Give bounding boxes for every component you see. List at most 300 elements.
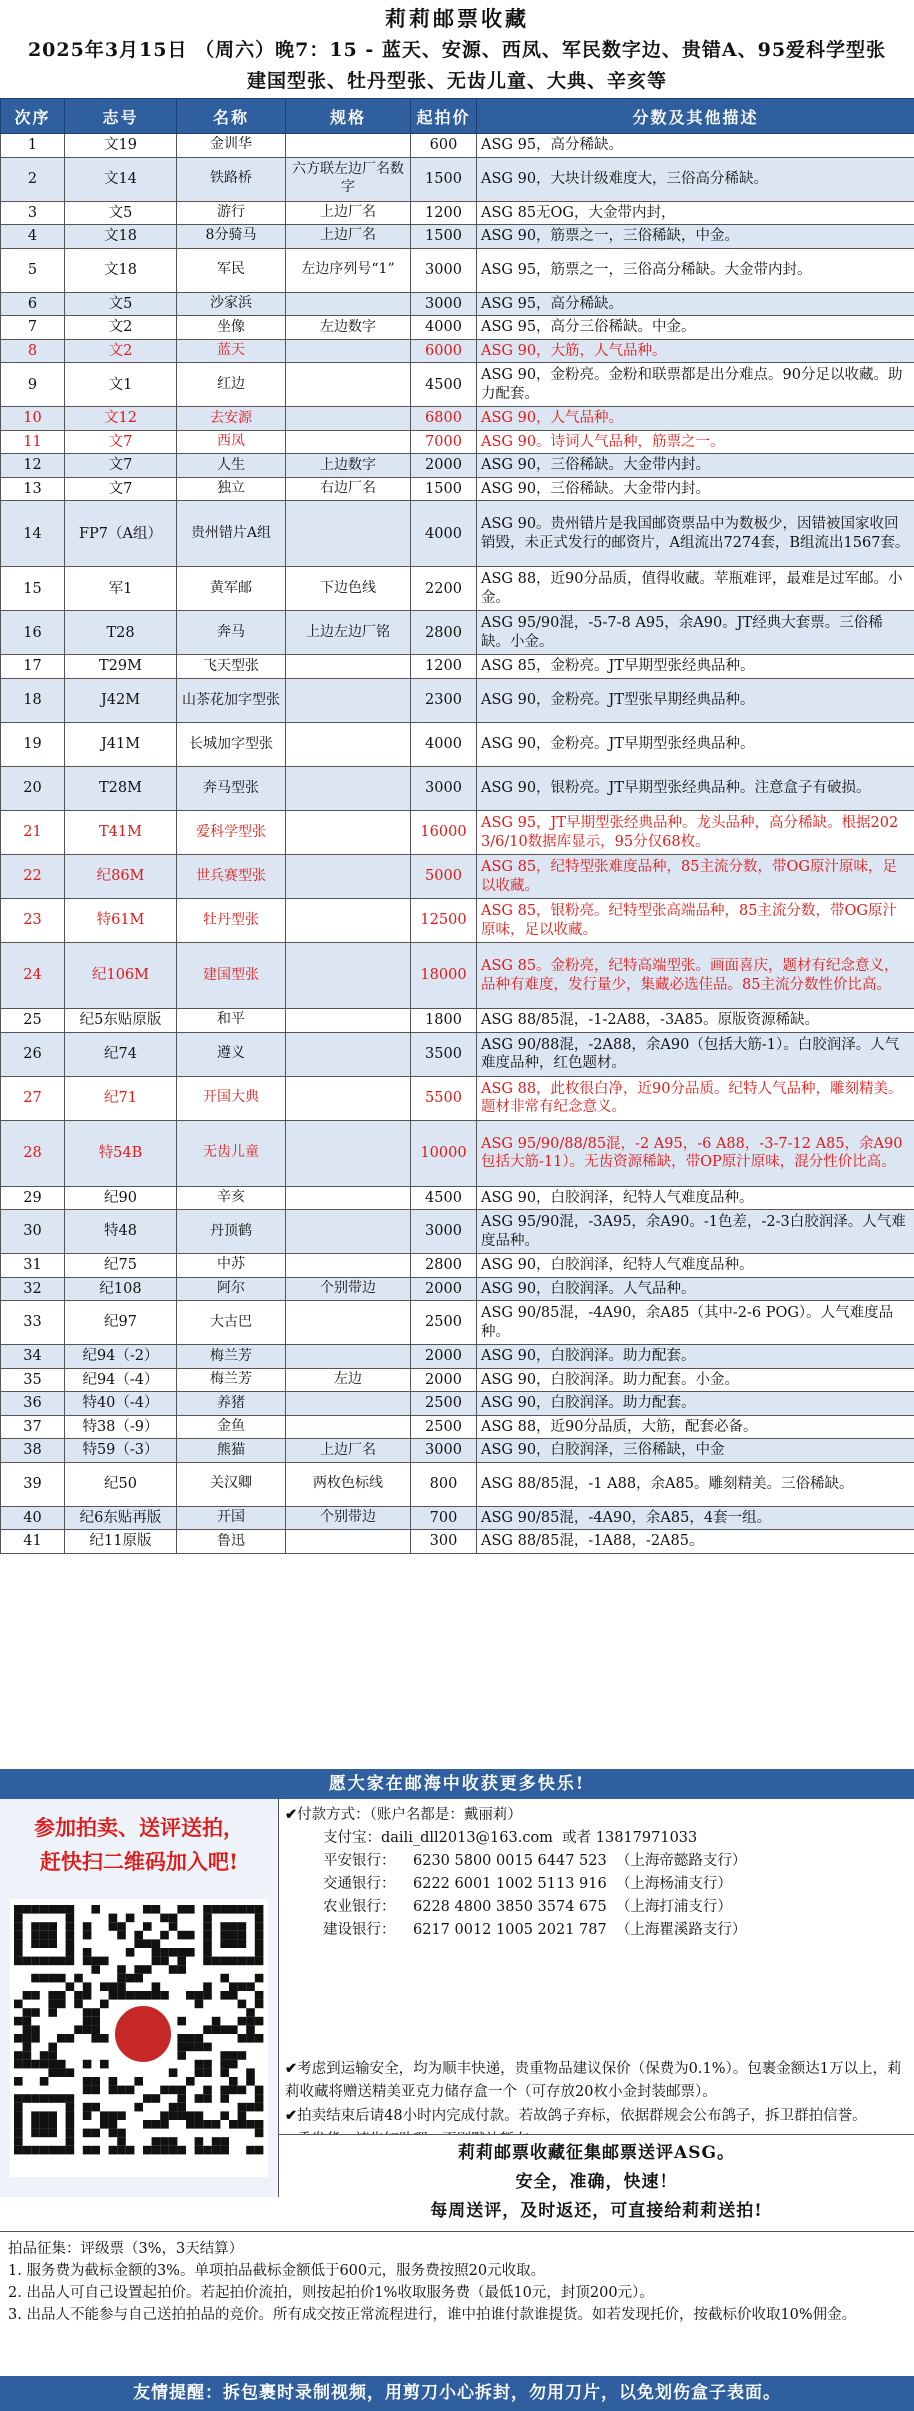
stamp-code: 文7 <box>65 430 177 454</box>
starting-price: 4000 <box>411 316 477 340</box>
table-row <box>1 157 914 201</box>
table-row <box>1 679 914 723</box>
lot-number: 18 <box>1 679 65 723</box>
starting-price: 3500 <box>411 1032 477 1076</box>
starting-price: 5000 <box>411 855 477 899</box>
grade-description: ASG 95，高分三俗稀缺。中金。 <box>477 316 914 340</box>
header-block <box>0 0 914 99</box>
lot-number: 17 <box>1 655 65 679</box>
alipay-row <box>285 1827 905 1850</box>
table-row <box>1 501 914 567</box>
join-line-2: 赶快扫二维码加入吧! <box>39 1849 239 1874</box>
stamp-code: T28M <box>65 767 177 811</box>
stamp-name: 鲁迅 <box>177 1530 286 1554</box>
stamp-code: FP7（A组） <box>65 501 177 567</box>
table-row <box>1 1009 914 1033</box>
stamp-code: 特54B <box>65 1120 177 1186</box>
stamp-spec: 上边厂名 <box>286 225 411 249</box>
stamp-name: 熊猫 <box>177 1439 286 1463</box>
lot-number: 40 <box>1 1506 65 1530</box>
grade-description: ASG 90，白胶润泽。助力配套。 <box>477 1392 914 1416</box>
stamp-code: 纪106M <box>65 943 177 1009</box>
consignment-rules <box>0 2231 914 2376</box>
starting-price: 2500 <box>411 1415 477 1439</box>
lot-number: 24 <box>1 943 65 1009</box>
stamp-name: 无齿儿童 <box>177 1120 286 1186</box>
lot-number: 7 <box>1 316 65 340</box>
shipping-note-text: 考虑到运输安全，均为顺丰快递，贵重物品建议保价（保费为0.1%）。包裹金额达1万以上，莉莉收藏将赠送精美亚克力储存盒一个（可存放20枚小金封装邮票）。 <box>285 2061 902 2100</box>
stamp-code: J42M <box>65 679 177 723</box>
stamp-code: J41M <box>65 723 177 767</box>
stamp-name: 长城加字型张 <box>177 723 286 767</box>
stamp-name: 黄军邮 <box>177 567 286 611</box>
rules-item-3: 3. 出品人不能参与自己送拍拍品的竞价。所有成交按正常流程进行，谁中拍谁付款谁提货。如若发现托价，按截标价收取10%佣金。 <box>8 2307 857 2323</box>
bank-list <box>285 1850 905 1942</box>
stamp-code: 文18 <box>65 248 177 292</box>
grade-description: ASG 90，白胶润泽。助力配套。 <box>477 1345 914 1369</box>
starting-price: 2500 <box>411 1301 477 1345</box>
starting-price: 6800 <box>411 407 477 431</box>
stamp-name: 养猪 <box>177 1392 286 1416</box>
header-name: 名称 <box>177 99 286 134</box>
lot-number: 3 <box>1 201 65 225</box>
table-row <box>1 1076 914 1120</box>
lot-number: 6 <box>1 292 65 316</box>
stamp-name: 西凤 <box>177 430 286 454</box>
lot-number: 21 <box>1 811 65 855</box>
or-label: 或者 <box>562 1830 592 1846</box>
stamp-name: 梅兰芳 <box>177 1368 286 1392</box>
join-line-1: 参加拍卖、送评送拍， <box>34 1815 244 1840</box>
stamp-spec <box>286 1415 411 1439</box>
stamp-code: 文1 <box>65 363 177 407</box>
rules-item-1: 1. 服务费为截标金额的3%。单项拍品截标金额低于600元，服务费按照20元收取。 <box>8 2263 546 2279</box>
grade-description: ASG 88，近90分品质，值得收藏。苹瓶难评，最难是过军邮。小金。 <box>477 567 914 611</box>
stamp-code: 特38（-9） <box>65 1415 177 1439</box>
rules-item-2: 2. 出品人可自己设置起拍价。若起拍价流拍，则按起拍价1%收取服务费（最低10元，封顶200元）。 <box>8 2285 654 2301</box>
starting-price: 4500 <box>411 363 477 407</box>
lots-table <box>0 98 914 1554</box>
starting-price: 4000 <box>411 723 477 767</box>
table-row <box>1 1439 914 1463</box>
stamp-code: 纪90 <box>65 1186 177 1210</box>
stamp-code: 纪94（-4） <box>65 1368 177 1392</box>
table-row <box>1 1120 914 1186</box>
stamp-name: 开国 <box>177 1506 286 1530</box>
starting-price: 1500 <box>411 225 477 249</box>
starting-price: 1500 <box>411 477 477 501</box>
stamp-code: 文5 <box>65 292 177 316</box>
join-panel <box>0 1799 279 2197</box>
grade-description: ASG 85，银粉亮。纪特型张高端品种，85主流分数，带OG原汁原味，足以收藏。 <box>477 899 914 943</box>
bank-account: 6230 5800 0015 6447 523 <box>413 1853 607 1869</box>
bank-branch: （上海瞿溪路支行） <box>615 1922 747 1938</box>
stamp-spec <box>286 1254 411 1278</box>
stamp-code: 纪94（-2） <box>65 1345 177 1369</box>
starting-price: 2000 <box>411 454 477 478</box>
grade-description: ASG 85。金粉亮，纪特高端型张。画面喜庆，题材有纪念意义，品种有难度，发行量少，集藏必选佳品。85主流分数性价比高。 <box>477 943 914 1009</box>
check-icon: ✔ <box>285 1806 298 1823</box>
table-row <box>1 655 914 679</box>
stamp-code: 特61M <box>65 899 177 943</box>
stamp-code: 纪108 <box>65 1277 177 1301</box>
stamp-spec: 下边色线 <box>286 567 411 611</box>
payment-header-row <box>285 1803 905 1827</box>
qr-code-icon[interactable] <box>10 1899 268 2177</box>
auction-items-line: 建国型张、牡丹型张、无齿儿童、大典、辛亥等 <box>246 70 667 92</box>
promo-block <box>279 2134 914 2231</box>
grade-description: ASG 85，金粉亮。JT早期型张经典品种。 <box>477 655 914 679</box>
stamp-name: 遵义 <box>177 1032 286 1076</box>
stamp-name: 辛亥 <box>177 1186 286 1210</box>
stamp-code: 文12 <box>65 407 177 431</box>
lot-number: 41 <box>1 1530 65 1554</box>
stamp-spec <box>286 1076 411 1120</box>
stamp-code: 文2 <box>65 316 177 340</box>
stamp-name: 去安源 <box>177 407 286 431</box>
header-code: 志号 <box>65 99 177 134</box>
starting-price: 300 <box>411 1530 477 1554</box>
stamp-spec <box>286 1210 411 1254</box>
table-row <box>1 1032 914 1076</box>
promo-line-3: 每周送评，及时返还，可直接给莉莉送拍! <box>430 2201 763 2221</box>
table-row <box>1 248 914 292</box>
table-row <box>1 1210 914 1254</box>
stamp-name: 红边 <box>177 363 286 407</box>
grade-description: ASG 95，高分稀缺。 <box>477 292 914 316</box>
stamp-code: 纪75 <box>65 1254 177 1278</box>
auction-date-line: 2025年3月15日 （周六）晚7：15 - 蓝天、安源、西凤、军民数字边、贵错A、95爱科学型张 <box>27 39 887 61</box>
bank-name: 平安银行： <box>323 1853 396 1869</box>
table-row <box>1 899 914 943</box>
starting-price: 3000 <box>411 292 477 316</box>
page-title: 莉莉邮票收藏 <box>385 6 529 31</box>
header-no: 次序 <box>1 99 65 134</box>
stamp-name: 铁路桥 <box>177 157 286 201</box>
bank-account: 6228 4800 3850 3574 675 <box>413 1899 607 1915</box>
bank-name: 建设银行： <box>323 1922 396 1938</box>
stamp-spec: 上边数字 <box>286 454 411 478</box>
stamp-spec <box>286 501 411 567</box>
stamp-name: 关汉卿 <box>177 1462 286 1506</box>
stamp-spec: 六方联左边厂名数字 <box>286 157 411 201</box>
stamp-spec <box>286 1392 411 1416</box>
header-desc: 分数及其他描述 <box>477 99 914 134</box>
stamp-code: 文18 <box>65 225 177 249</box>
grade-description: ASG 90，金粉亮。JT早期型张经典品种。 <box>477 723 914 767</box>
table-row <box>1 1345 914 1369</box>
stamp-spec <box>286 1530 411 1554</box>
bank-row <box>285 1873 905 1896</box>
grade-description: ASG 95/90混，-3A95，余A90。-1色差，-2-3白胶润泽。人气难度品种。 <box>477 1210 914 1254</box>
stamp-spec <box>286 723 411 767</box>
stamp-code: T29M <box>65 655 177 679</box>
stamp-spec <box>286 363 411 407</box>
starting-price: 4000 <box>411 501 477 567</box>
grade-description: ASG 90，三俗稀缺。大金带内封。 <box>477 477 914 501</box>
table-row <box>1 292 914 316</box>
grade-description: ASG 95，筋票之一，三俗高分稀缺。大金带内封。 <box>477 248 914 292</box>
lot-number: 35 <box>1 1368 65 1392</box>
table-row <box>1 407 914 431</box>
lot-number: 15 <box>1 567 65 611</box>
starting-price: 3000 <box>411 767 477 811</box>
lots-table-body <box>1 134 914 1554</box>
header-price: 起拍价 <box>411 99 477 134</box>
stamp-spec <box>286 407 411 431</box>
grade-description: ASG 88/85混，-1A88，-2A85。 <box>477 1530 914 1554</box>
bank-branch: （上海打浦支行） <box>615 1899 732 1915</box>
stamp-name: 梅兰芳 <box>177 1345 286 1369</box>
bank-account: 6222 6001 1002 5113 916 <box>413 1876 607 1892</box>
grade-description: ASG 85，纪特型张难度品种，85主流分数，带OG原汁原味，足以收藏。 <box>477 855 914 899</box>
stamp-spec <box>286 679 411 723</box>
table-row <box>1 855 914 899</box>
stamp-name: 金鱼 <box>177 1415 286 1439</box>
stamp-name: 丹顶鹤 <box>177 1210 286 1254</box>
stamp-name: 金训华 <box>177 134 286 158</box>
stamp-spec: 上边厂名 <box>286 1439 411 1463</box>
grade-description: ASG 90，白胶润泽，纪特人气难度品种。 <box>477 1186 914 1210</box>
table-row <box>1 943 914 1009</box>
check-icon: ✔ <box>285 2107 298 2124</box>
starting-price: 3000 <box>411 248 477 292</box>
grade-description: ASG 90，三俗稀缺。大金带内封。 <box>477 454 914 478</box>
stamp-name: 奔马型张 <box>177 767 286 811</box>
grade-description: ASG 90，大块计级难度大，三俗高分稀缺。 <box>477 157 914 201</box>
lot-number: 5 <box>1 248 65 292</box>
lot-number: 22 <box>1 855 65 899</box>
lot-number: 19 <box>1 723 65 767</box>
starting-price: 1500 <box>411 157 477 201</box>
contact-phone: 13817971033 <box>595 1830 698 1846</box>
starting-price: 2000 <box>411 1277 477 1301</box>
stamp-name: 蓝天 <box>177 339 286 363</box>
grade-description: ASG 88，近90分品质，大筋，配套必备。 <box>477 1415 914 1439</box>
stamp-name: 军民 <box>177 248 286 292</box>
stamp-code: 纪71 <box>65 1076 177 1120</box>
shipping-note <box>285 2104 905 2128</box>
lot-number: 39 <box>1 1462 65 1506</box>
table-row <box>1 611 914 655</box>
stamp-spec <box>286 943 411 1009</box>
stamp-spec <box>286 1186 411 1210</box>
lot-number: 30 <box>1 1210 65 1254</box>
stamp-spec: 个别带边 <box>286 1277 411 1301</box>
stamp-name: 开国大典 <box>177 1076 286 1120</box>
grade-description: ASG 95/90混，-5-7-8 A95，余A90。JT经典大套票。三俗稀缺。小金。 <box>477 611 914 655</box>
stamp-name: 奔马 <box>177 611 286 655</box>
table-row <box>1 1392 914 1416</box>
stamp-code: 文2 <box>65 339 177 363</box>
lot-number: 33 <box>1 1301 65 1345</box>
lot-number: 9 <box>1 363 65 407</box>
grade-description: ASG 95，高分稀缺。 <box>477 134 914 158</box>
starting-price: 600 <box>411 134 477 158</box>
stamp-code: 文7 <box>65 477 177 501</box>
starting-price: 10000 <box>411 1120 477 1186</box>
stamp-code: 纪86M <box>65 855 177 899</box>
table-row <box>1 1254 914 1278</box>
lot-number: 34 <box>1 1345 65 1369</box>
promo-line-2: 安全，准确，快速！ <box>515 2172 678 2192</box>
lot-number: 37 <box>1 1415 65 1439</box>
stamp-spec <box>286 1009 411 1033</box>
stamp-name: 大古巴 <box>177 1301 286 1345</box>
table-row <box>1 1415 914 1439</box>
grade-description: ASG 88/85混，-1 A88，余A85。雕刻精美。三俗稀缺。 <box>477 1462 914 1506</box>
starting-price: 2800 <box>411 1254 477 1278</box>
lot-number: 23 <box>1 899 65 943</box>
stamp-name: 山茶花加字型张 <box>177 679 286 723</box>
starting-price: 5500 <box>411 1076 477 1120</box>
stamp-code: 纪74 <box>65 1032 177 1076</box>
starting-price: 2500 <box>411 1392 477 1416</box>
lot-number: 26 <box>1 1032 65 1076</box>
starting-price: 16000 <box>411 811 477 855</box>
lot-number: 8 <box>1 339 65 363</box>
starting-price: 1200 <box>411 201 477 225</box>
stamp-name: 贵州错片A组 <box>177 501 286 567</box>
table-row <box>1 363 914 407</box>
alipay-label: 支付宝： <box>323 1830 381 1846</box>
grade-description: ASG 90，银粉亮。JT早期型张经典品种。注意盒子有破损。 <box>477 767 914 811</box>
bank-row <box>285 1850 905 1873</box>
starting-price: 2300 <box>411 679 477 723</box>
starting-price: 2000 <box>411 1345 477 1369</box>
stamp-name: 阿尔 <box>177 1277 286 1301</box>
lot-number: 20 <box>1 767 65 811</box>
table-row <box>1 225 914 249</box>
table-row <box>1 567 914 611</box>
stamp-name: 飞天型张 <box>177 655 286 679</box>
stamp-code: 纪6东贴再版 <box>65 1506 177 1530</box>
stamp-spec: 上边厂名 <box>286 201 411 225</box>
stamp-spec: 左边 <box>286 1368 411 1392</box>
stamp-code: 特59（-3） <box>65 1439 177 1463</box>
grade-description: ASG 95，JT早期型张经典品种。龙头品种，高分稀缺。根据2023/6/10数据库显示，95分仅68枚。 <box>477 811 914 855</box>
lot-number: 27 <box>1 1076 65 1120</box>
table-row <box>1 1368 914 1392</box>
stamp-code: 文19 <box>65 134 177 158</box>
starting-price: 7000 <box>411 430 477 454</box>
starting-price: 18000 <box>411 943 477 1009</box>
stamp-name: 中苏 <box>177 1254 286 1278</box>
table-row <box>1 316 914 340</box>
stamp-spec <box>286 430 411 454</box>
header-spec: 规格 <box>286 99 411 134</box>
lot-number: 29 <box>1 1186 65 1210</box>
grade-description: ASG 90，白胶润泽，纪特人气难度品种。 <box>477 1254 914 1278</box>
stamp-name: 独立 <box>177 477 286 501</box>
stamp-spec: 上边左边厂铭 <box>286 611 411 655</box>
lot-number: 13 <box>1 477 65 501</box>
table-row <box>1 1301 914 1345</box>
shipping-note <box>285 2057 905 2104</box>
welcome-banner: 愿大家在邮海中收获更多快乐! <box>0 1769 914 1799</box>
grade-description: ASG 90/88混，-2A88，余A90（包括大筋-1）。白胶润泽。人气难度品种，红色题材。 <box>477 1032 914 1076</box>
grade-description: ASG 95/90/88/85混，-2 A95，-6 A88，-3-7-12 A85，余A90包括大筋-11）。无齿资源稀缺，带OP原汁原味，混分性价比高。 <box>477 1120 914 1186</box>
stamp-spec <box>286 1301 411 1345</box>
starting-price: 6000 <box>411 339 477 363</box>
rules-header: 拍品征集：评级票（3%，3天结算） <box>8 2241 244 2257</box>
join-invitation <box>8 1811 270 1879</box>
stamp-spec <box>286 855 411 899</box>
grade-description: ASG 85无OG，大金带内封， <box>477 201 914 225</box>
stamp-spec <box>286 1345 411 1369</box>
grade-description: ASG 90。贵州错片是我国邮资票品中为数极少，因错被国家收回销毁，未正式发行的邮资片，A组流出7274套，B组流出1567套。 <box>477 501 914 567</box>
table-row <box>1 811 914 855</box>
table-row <box>1 723 914 767</box>
bank-row <box>285 1896 905 1919</box>
stamp-code: 纪11原版 <box>65 1530 177 1554</box>
bank-row <box>285 1919 905 1942</box>
starting-price: 3000 <box>411 1439 477 1463</box>
lot-number: 2 <box>1 157 65 201</box>
grade-description: ASG 90，白胶润泽。人气品种。 <box>477 1277 914 1301</box>
stamp-name: 建国型张 <box>177 943 286 1009</box>
table-row <box>1 134 914 158</box>
table-row <box>1 454 914 478</box>
stamp-name: 人生 <box>177 454 286 478</box>
stamp-spec: 左边序列号“1” <box>286 248 411 292</box>
stamp-name: 牡丹型张 <box>177 899 286 943</box>
stamp-name: 沙家浜 <box>177 292 286 316</box>
stamp-code: 军1 <box>65 567 177 611</box>
stamp-spec <box>286 339 411 363</box>
grade-description: ASG 88，此枚很白净，近90分品质。纪特人气品种，雕刻精美。题材非常有纪念意义。 <box>477 1076 914 1120</box>
stamp-spec: 右边厂名 <box>286 477 411 501</box>
grade-description: ASG 90。诗词人气品种，筋票之一。 <box>477 430 914 454</box>
stamp-spec <box>286 811 411 855</box>
grade-description: ASG 90，人气品种。 <box>477 407 914 431</box>
grade-description: ASG 90/85混，-4A90，余A85，4套一组。 <box>477 1506 914 1530</box>
table-row <box>1 1277 914 1301</box>
stamp-name: 爱科学型张 <box>177 811 286 855</box>
alipay-account: daili_dll2013@163.com <box>381 1830 553 1846</box>
stamp-code: 文14 <box>65 157 177 201</box>
starting-price: 1800 <box>411 1009 477 1033</box>
footer-reminder: 友情提醒：拆包裹时录制视频，用剪刀小心拆封，勿用刀片，以免划伤盒子表面。 <box>0 2376 914 2411</box>
starting-price: 700 <box>411 1506 477 1530</box>
table-row <box>1 1530 914 1554</box>
stamp-code: T41M <box>65 811 177 855</box>
stamp-spec: 两枚色标线 <box>286 1462 411 1506</box>
lot-number: 14 <box>1 501 65 567</box>
stamp-name: 坐像 <box>177 316 286 340</box>
table-row <box>1 767 914 811</box>
lot-number: 31 <box>1 1254 65 1278</box>
lot-number: 38 <box>1 1439 65 1463</box>
lot-number: 28 <box>1 1120 65 1186</box>
lot-number: 12 <box>1 454 65 478</box>
starting-price: 2200 <box>411 567 477 611</box>
stamp-spec <box>286 767 411 811</box>
stamp-name: 和平 <box>177 1009 286 1033</box>
bank-branch: （上海杨浦支行） <box>615 1876 732 1892</box>
starting-price: 2800 <box>411 611 477 655</box>
stamp-name: 游行 <box>177 201 286 225</box>
stamp-spec <box>286 1032 411 1076</box>
stamp-spec <box>286 899 411 943</box>
grade-description: ASG 90，大筋，人气品种。 <box>477 339 914 363</box>
bank-branch: （上海帝懿路支行） <box>615 1853 747 1869</box>
lot-number: 36 <box>1 1392 65 1416</box>
stamp-spec: 左边数字 <box>286 316 411 340</box>
table-row <box>1 1462 914 1506</box>
lot-number: 10 <box>1 407 65 431</box>
table-row <box>1 339 914 363</box>
